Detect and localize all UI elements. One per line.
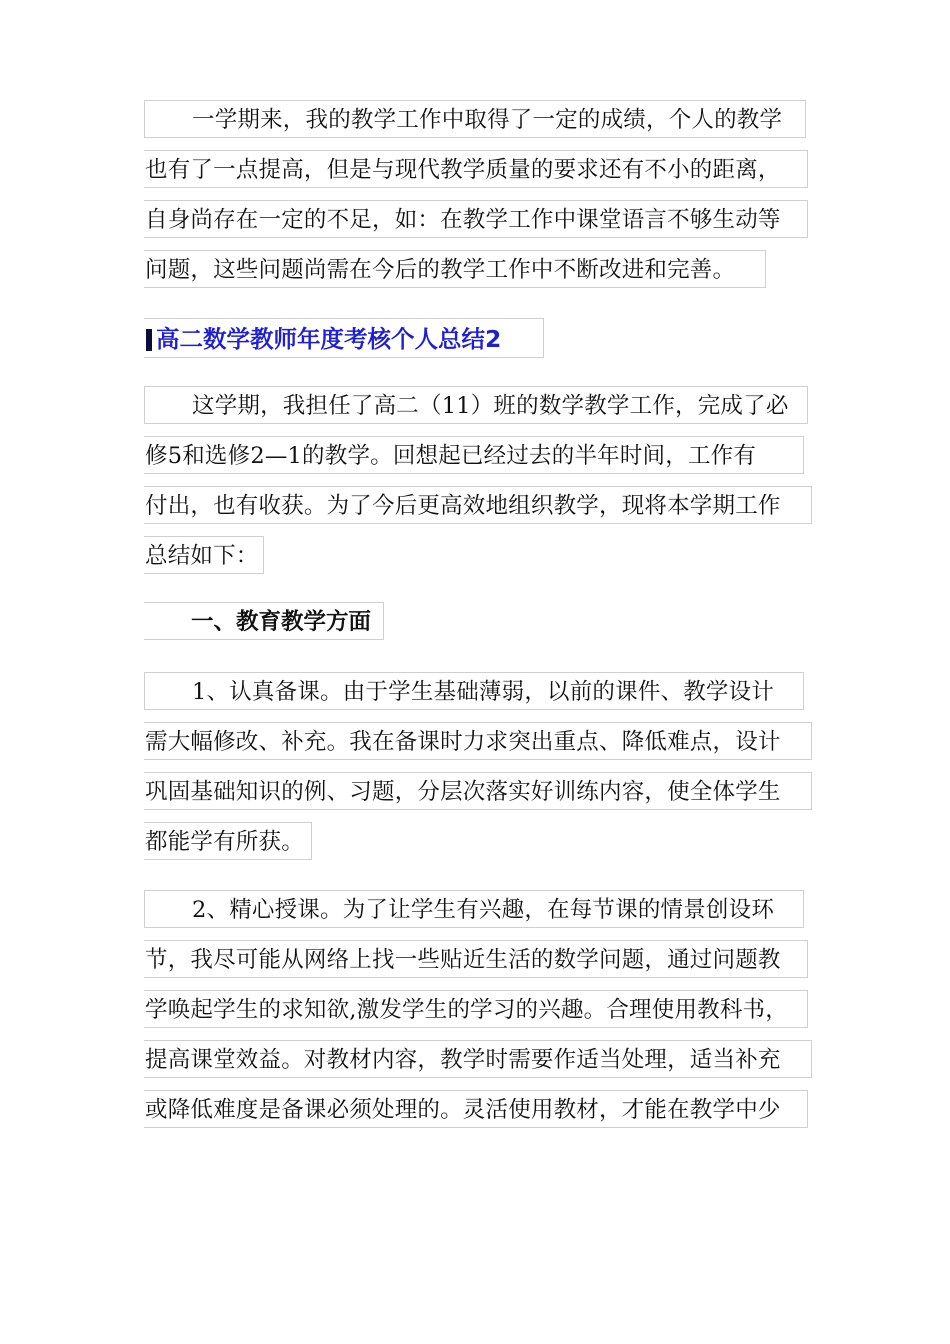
section-title: 一、教育教学方面 — [144, 602, 384, 640]
paragraph-line: 付出，也有收获。为了今后更高效地组织教学，现将本学期工作 — [144, 486, 812, 524]
paragraph-line: 或降低难度是备课必须处理的。灵活使用教材，才能在教学中少 — [144, 1090, 808, 1128]
paragraph-line: 都能学有所获。 — [144, 822, 312, 860]
paragraph-line: 也有了一点提高，但是与现代教学质量的要求还有不小的距离， — [144, 150, 808, 188]
paragraph-line: 学唤起学生的求知欲,激发学生的学习的兴趣。合理使用教科书， — [144, 990, 808, 1028]
paragraph-line: 修5和选修2—1的教学。回想起已经过去的半年时间，工作有 — [144, 436, 804, 474]
heading-text: 高二数学教师年度考核个人总结2 — [156, 325, 502, 353]
paragraph-line: 总结如下： — [144, 536, 264, 574]
paragraph-line: 提高课堂效益。对教材内容，教学时需要作适当处理，适当补充 — [144, 1040, 812, 1078]
heading-marker-icon — [146, 329, 152, 351]
paragraph-line: 这学期，我担任了高二（11）班的数学教学工作，完成了必 — [144, 386, 808, 424]
document-heading — [144, 318, 544, 358]
paragraph-line: 节，我尽可能从网络上找一些贴近生活的数学问题，通过问题教 — [144, 940, 808, 978]
paragraph-line: 1、认真备课。由于学生基础薄弱，以前的课件、教学设计 — [144, 672, 804, 710]
paragraph-line: 2、精心授课。为了让学生有兴趣，在每节课的情景创设环 — [144, 890, 804, 928]
paragraph-line: 自身尚存在一定的不足，如：在教学工作中课堂语言不够生动等 — [144, 200, 808, 238]
paragraph-line: 需大幅修改、补充。我在备课时力求突出重点、降低难点，设计 — [144, 722, 812, 760]
paragraph-line: 问题，这些问题尚需在今后的教学工作中不断改进和完善。 — [144, 250, 766, 288]
paragraph-line: 一学期来，我的教学工作中取得了一定的成绩，个人的教学 — [144, 100, 806, 138]
paragraph-line: 巩固基础知识的例、习题，分层次落实好训练内容，使全体学生 — [144, 772, 812, 810]
